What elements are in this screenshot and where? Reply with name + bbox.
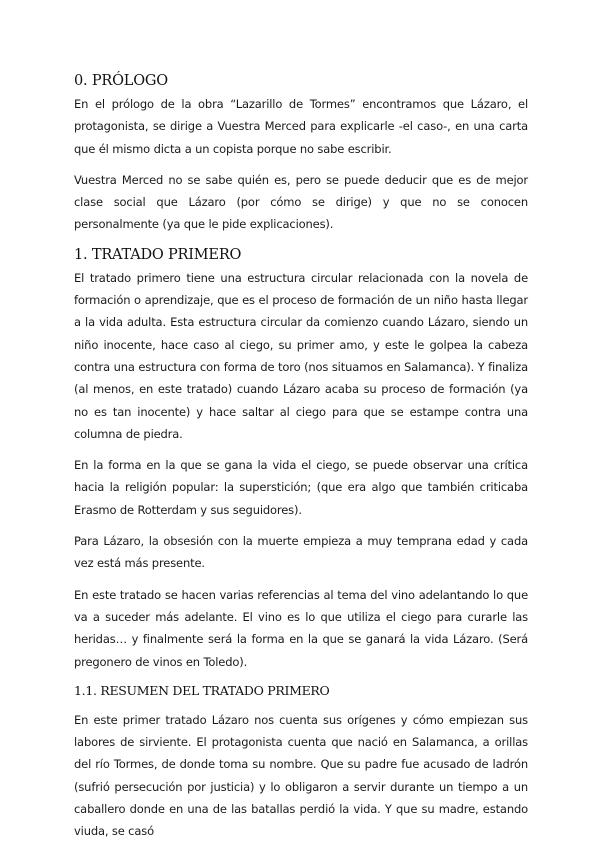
section-prologo	[74, 71, 528, 236]
paragraph: En el prólogo de la obra “Lazarillo de Tormes” encontramos que Lázaro, el protagonista, se dirige a Vuestra Merced para explicarle -el caso-, en una carta que él mismo dicta a un copista porque no sabe escribir.	[74, 97, 528, 156]
subsection-heading: 1.1. RESUMEN DEL TRATADO PRIMERO	[74, 682, 330, 698]
paragraph: El tratado primero tiene una estructura circular relacionada con la novela de formación o aprendizaje, que es el proceso de formación de un niño hasta llegar a la vida adulta. Esta estructura circular da comienzo cuando Lázaro, siendo un niño inocente, hace caso al ciego, su primer amo, y este le golpea la cabeza contra una estructura con forma de toro (nos situamos en Salamanca). Y finaliza (al menos, en este tratado) cuando Lázaro acaba su proceso de formación (ya no es tan inocente) y hace saltar al ciego para que se estampe contra una columna de piedra.	[74, 270, 528, 441]
section-heading: 1. TRATADO PRIMERO	[74, 246, 242, 263]
paragraph: Vuestra Merced no se sabe quién es, pero se puede deducir que es de mejor clase social que Lázaro (por cómo se dirige) y que no se conocen personalmente (ya que le pide explicaciones).	[74, 172, 528, 232]
section-tratado-primero	[74, 245, 528, 673]
subsection-resumen	[74, 682, 528, 843]
section-heading: 0. PRÓLOGO	[74, 73, 168, 89]
paragraph: En este tratado se hacen varias referencias al tema del vino adelantando lo que va a suceder más adelante. El vino es lo que utiliza el ciego para curarle las heridas… y finalmente será la forma en la que se ganará la vida Lázaro. (Será pregonero de vinos en Toledo).	[74, 587, 528, 669]
paragraph: En la forma en la que se gana la vida el ciego, se puede observar una crítica hacia la religión popular: la superstición; (que era algo que también criticaba Erasmo de Rotterdam y sus seguidores).	[74, 458, 528, 517]
paragraph: En este primer tratado Lázaro nos cuenta sus orígenes y cómo empiezan sus labores de sirviente. El protagonista cuenta que nació en Salamanca, a orillas del río Tormes, de donde toma su nombre. Que su padre fue acusado de ladrón (sufrió persecución por justicia) y lo obligaron a servir durante un tiempo a un caballero donde en una de las batallas perdió la vida. Y que su madre, estando viuda, se casó	[74, 712, 528, 839]
paragraph: Para Lázaro, la obsesión con la muerte empieza a muy temprana edad y cada vez está más presente.	[74, 534, 528, 571]
document-body	[74, 71, 528, 852]
